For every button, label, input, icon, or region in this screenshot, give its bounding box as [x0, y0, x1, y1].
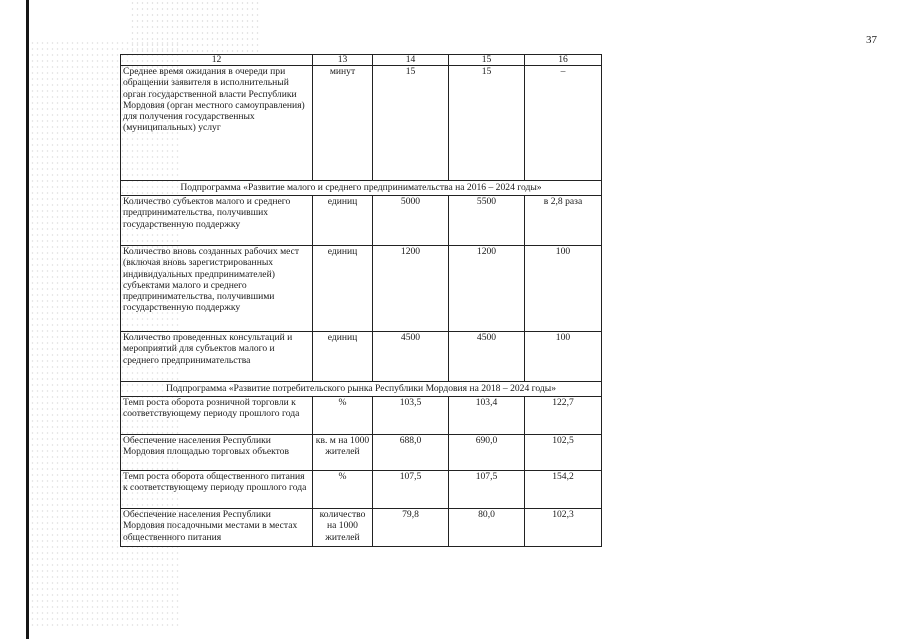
value-col-14: 103,5 [373, 397, 449, 435]
value-col-16: 102,5 [525, 435, 602, 471]
value-col-16: 122,7 [525, 397, 602, 435]
unit-cell: минут [313, 66, 373, 181]
column-header: 13 [313, 55, 373, 66]
table-row [121, 397, 602, 435]
table-header-row [121, 55, 602, 66]
table-row [121, 246, 602, 332]
column-header: 12 [121, 55, 313, 66]
value-col-16: 154,2 [525, 471, 602, 509]
table-row [121, 196, 602, 246]
indicator-name: Среднее время ожидания в очереди при обращении заявителя в исполнительный орган государственной власти Республики Мордовия (орган местного самоуправления) для получения государственных (муниципальных) услуг [121, 66, 313, 181]
value-col-16: 100 [525, 246, 602, 332]
value-col-14: 15 [373, 66, 449, 181]
column-header: 14 [373, 55, 449, 66]
table-row [121, 435, 602, 471]
value-col-15: 1200 [449, 246, 525, 332]
section-title: Подпрограмма «Развитие потребительского рынка Республики Мордовия на 2018 – 2024 годы» [121, 382, 602, 397]
unit-cell: % [313, 471, 373, 509]
value-col-14: 107,5 [373, 471, 449, 509]
value-col-15: 107,5 [449, 471, 525, 509]
indicator-name: Количество вновь созданных рабочих мест (включая вновь зарегистрированных индивидуальных предпринимателей) субъектами малого и среднего предпринимательства, получившими государственную поддержку [121, 246, 313, 332]
value-col-15: 5500 [449, 196, 525, 246]
indicator-name: Обеспечение населения Республики Мордовия посадочными местами в местах общественного питания [121, 509, 313, 547]
value-col-14: 79,8 [373, 509, 449, 547]
unit-cell: единиц [313, 332, 373, 382]
indicator-name: Темп роста оборота розничной торговли к соответствующему периоду прошлого года [121, 397, 313, 435]
table-row [121, 509, 602, 547]
page-left-edge [26, 0, 29, 639]
section-row [121, 181, 602, 196]
unit-cell: единиц [313, 196, 373, 246]
value-col-15: 103,4 [449, 397, 525, 435]
value-col-14: 4500 [373, 332, 449, 382]
table-row [121, 332, 602, 382]
indicator-name: Количество проведенных консультаций и мероприятий для субъектов малого и среднего предпринимательства [121, 332, 313, 382]
indicator-name: Количество субъектов малого и среднего предпринимательства, получивших государственную поддержку [121, 196, 313, 246]
table-row [121, 66, 602, 181]
value-col-15: 15 [449, 66, 525, 181]
value-col-16: 102,3 [525, 509, 602, 547]
value-col-14: 1200 [373, 246, 449, 332]
column-header: 16 [525, 55, 602, 66]
section-title: Подпрограмма «Развитие малого и среднего предпринимательства на 2016 – 2024 годы» [121, 181, 602, 196]
indicator-name: Темп роста оборота общественного питания к соответствующему периоду прошлого года [121, 471, 313, 509]
value-col-15: 690,0 [449, 435, 525, 471]
value-col-16: – [525, 66, 602, 181]
section-row [121, 382, 602, 397]
page-number: 37 [866, 34, 877, 46]
value-col-16: 100 [525, 332, 602, 382]
value-col-16: в 2,8 раза [525, 196, 602, 246]
scan-noise-top [130, 0, 260, 55]
value-col-14: 688,0 [373, 435, 449, 471]
table-row [121, 471, 602, 509]
value-col-15: 80,0 [449, 509, 525, 547]
unit-cell: единиц [313, 246, 373, 332]
indicators-table [120, 54, 602, 547]
unit-cell: % [313, 397, 373, 435]
indicator-name: Обеспечение населения Республики Мордовия площадью торговых объектов [121, 435, 313, 471]
unit-cell: количество на 1000 жителей [313, 509, 373, 547]
column-header: 15 [449, 55, 525, 66]
value-col-15: 4500 [449, 332, 525, 382]
unit-cell: кв. м на 1000 жителей [313, 435, 373, 471]
value-col-14: 5000 [373, 196, 449, 246]
